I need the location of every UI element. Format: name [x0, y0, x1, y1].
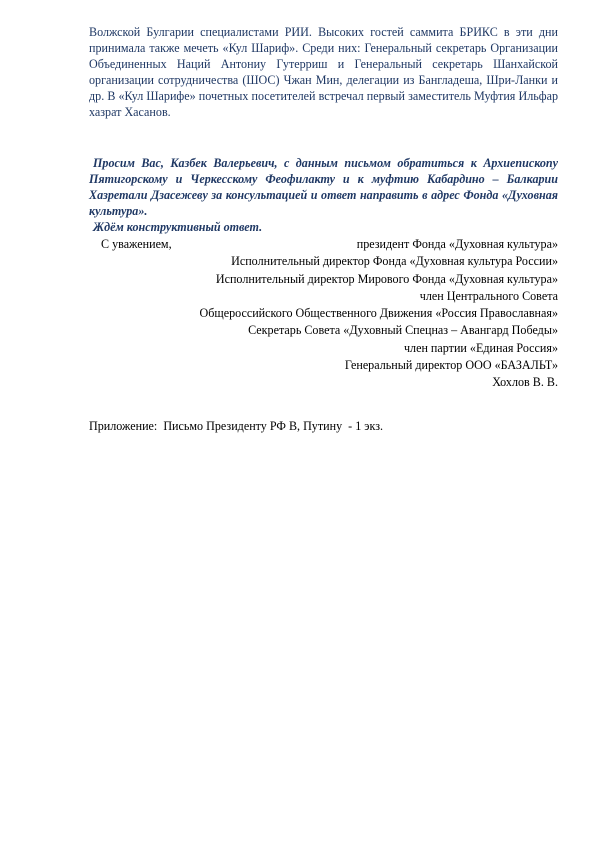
signature-title: президент Фонда «Духовная культура» [356, 237, 558, 251]
intro-line: Объединенных Наций Антониу Гутерриш и Генеральный секретарь Шанхайской [89, 57, 558, 71]
signature-title: Общероссийского Общественного Движения «Россия Православная» [199, 306, 558, 321]
request-line: Хазретали Дзасежеву за консультацией и ответ направить в адрес Фонда «Духовная [89, 188, 558, 202]
signature-title: Исполнительный директор Мирового Фонда «Духовная культура» [215, 271, 558, 286]
signature-title: Секретарь Совета «Духовный Спецназ – Авангард Победы» [248, 323, 558, 338]
regards-text: С уважением, [101, 237, 172, 251]
signature-block [200, 236, 559, 392]
signature-title: Исполнительный директор Фонда «Духовная культура России» [231, 254, 558, 269]
signer-name: Хохлов В. В. [492, 375, 558, 390]
closing-line: Ждём конструктивный ответ. [93, 220, 263, 234]
attachment-note: Приложение: Письмо Президенту РФ В, Путину - 1 экз. [89, 419, 384, 433]
signature-title: член Центрального Совета [419, 288, 558, 303]
request-line: Пятигорскому и Черкесскому Феофилакту и к муфтию Кабардино – Балкарии [89, 172, 558, 186]
intro-line: принимала также мечеть «Кул Шариф». Среди них: Генеральный секретарь Организации [89, 41, 558, 55]
intro-line: др. В «Кул Шарифе» почетных посетителей встречал первый заместитель Муфтия Ильфар [89, 89, 558, 103]
intro-line: хазрат Хасанов. [89, 105, 171, 119]
request-line: Просим Вас, Казбек Валерьевич, с данным письмом обратиться к Архиепископу [93, 156, 558, 170]
request-paragraph [89, 155, 558, 235]
intro-line: Волжской Булгарии специалистами РИИ. Высоких гостей саммита БРИКС в эти дни [89, 25, 558, 39]
intro-line: организации сотрудничества (ШОС) Чжан Мин, делегации из Бангладеша, Шри-Ланки и [89, 73, 558, 87]
signature-title: Генеральный директор ООО «БАЗАЛЬТ» [344, 358, 558, 373]
signature-title: член партии «Единая Россия» [403, 340, 558, 355]
intro-paragraph [89, 24, 558, 120]
request-line: культура». [89, 204, 148, 218]
